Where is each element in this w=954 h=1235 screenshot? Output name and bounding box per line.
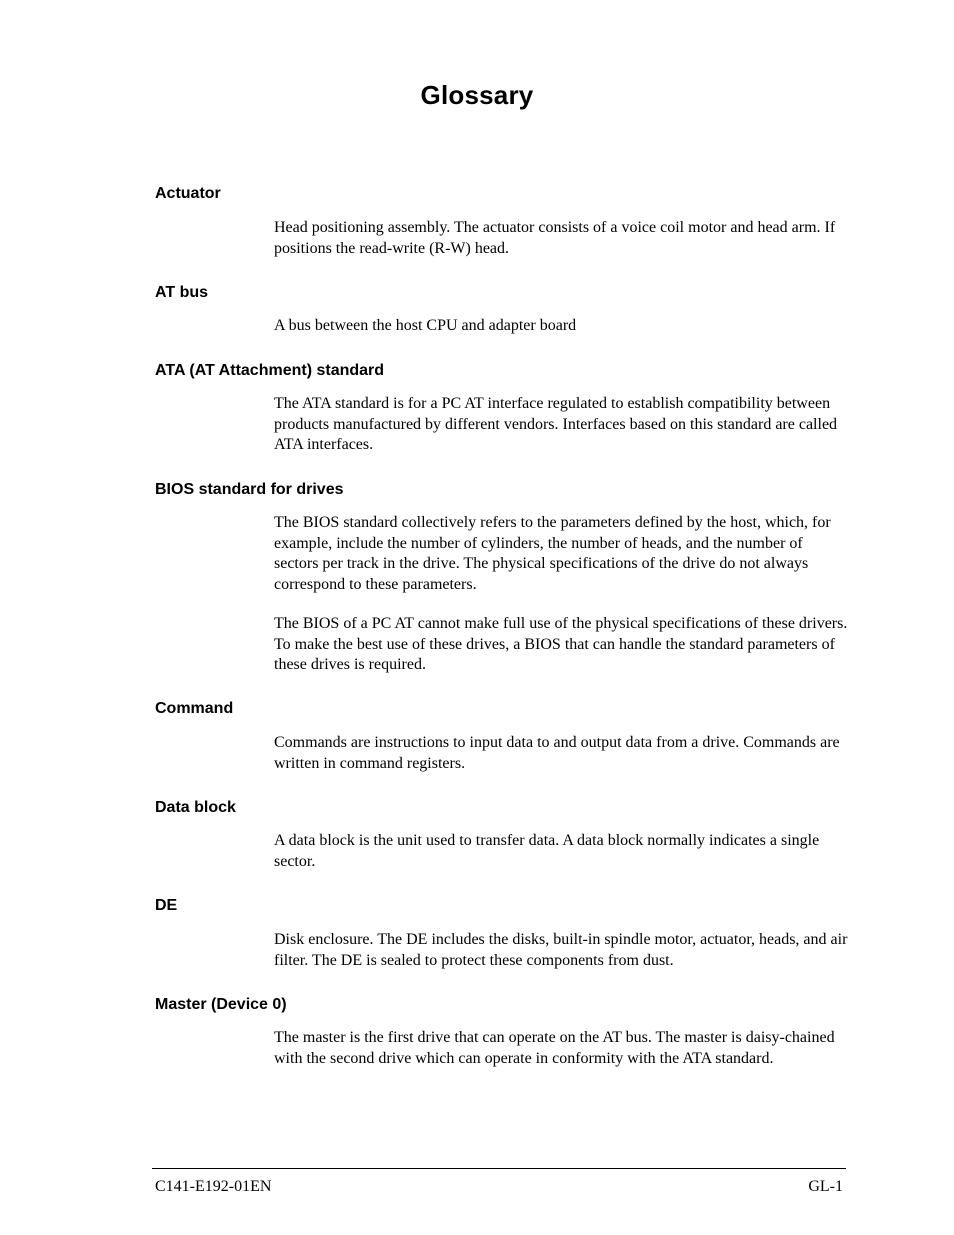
glossary-definition-master: The master is the first drive that can operate on the AT bus. The master is daisy-chained with the second drive which can operate in conformity with the ATA standard. — [274, 1029, 835, 1067]
glossary-definition-data-block: A data block is the unit used to transfer data. A data block normally indicates a single sector. — [274, 832, 820, 870]
glossary-term-master: Master (Device 0) — [155, 996, 287, 1013]
glossary-term-bios-standard: BIOS standard for drives — [155, 481, 344, 498]
glossary-definition-command: Commands are instructions to input data to and output data from a drive. Commands are written in command registers. — [274, 734, 840, 772]
footer-document-id: C141-E192-01EN — [155, 1178, 272, 1195]
glossary-definition-bios-standard-p2: The BIOS of a PC AT cannot make full use of the physical specifications of these drivers. To make the best use of these drives, a BIOS that can handle the standard parameters of these drives is required. — [274, 615, 848, 673]
footer-divider — [152, 1168, 846, 1169]
glossary-term-data-block: Data block — [155, 799, 236, 816]
glossary-term-de: DE — [155, 897, 178, 914]
glossary-definition-ata-standard: The ATA standard is for a PC AT interface regulated to establish compatibility between products manufactured by different vendors. Interfaces based on this standard are called ATA interfaces. — [274, 395, 838, 453]
glossary-term-at-bus: AT bus — [155, 284, 209, 301]
glossary-definition-at-bus: A bus between the host CPU and adapter board — [274, 317, 577, 334]
glossary-term-command: Command — [155, 700, 234, 717]
footer-page-number: GL-1 — [808, 1178, 843, 1195]
glossary-definition-actuator: Head positioning assembly. The actuator consists of a voice coil motor and head arm. If positions the read-write (R-W) head. — [274, 219, 836, 257]
glossary-definition-bios-standard-p1: The BIOS standard collectively refers to the parameters defined by the host, which, for example, include the number of cylinders, the number of heads, and the number of sectors per track in the drive. The physical specifications of the drive do not always correspond to these parameters. — [274, 514, 831, 593]
glossary-definition-de: Disk enclosure. The DE includes the disks, built-in spindle motor, actuator, heads, and air filter. The DE is sealed to protect these components from dust. — [274, 931, 848, 969]
glossary-term-ata-standard: ATA (AT Attachment) standard — [155, 362, 385, 379]
page-title: Glossary — [420, 80, 534, 110]
glossary-term-actuator: Actuator — [155, 185, 221, 202]
